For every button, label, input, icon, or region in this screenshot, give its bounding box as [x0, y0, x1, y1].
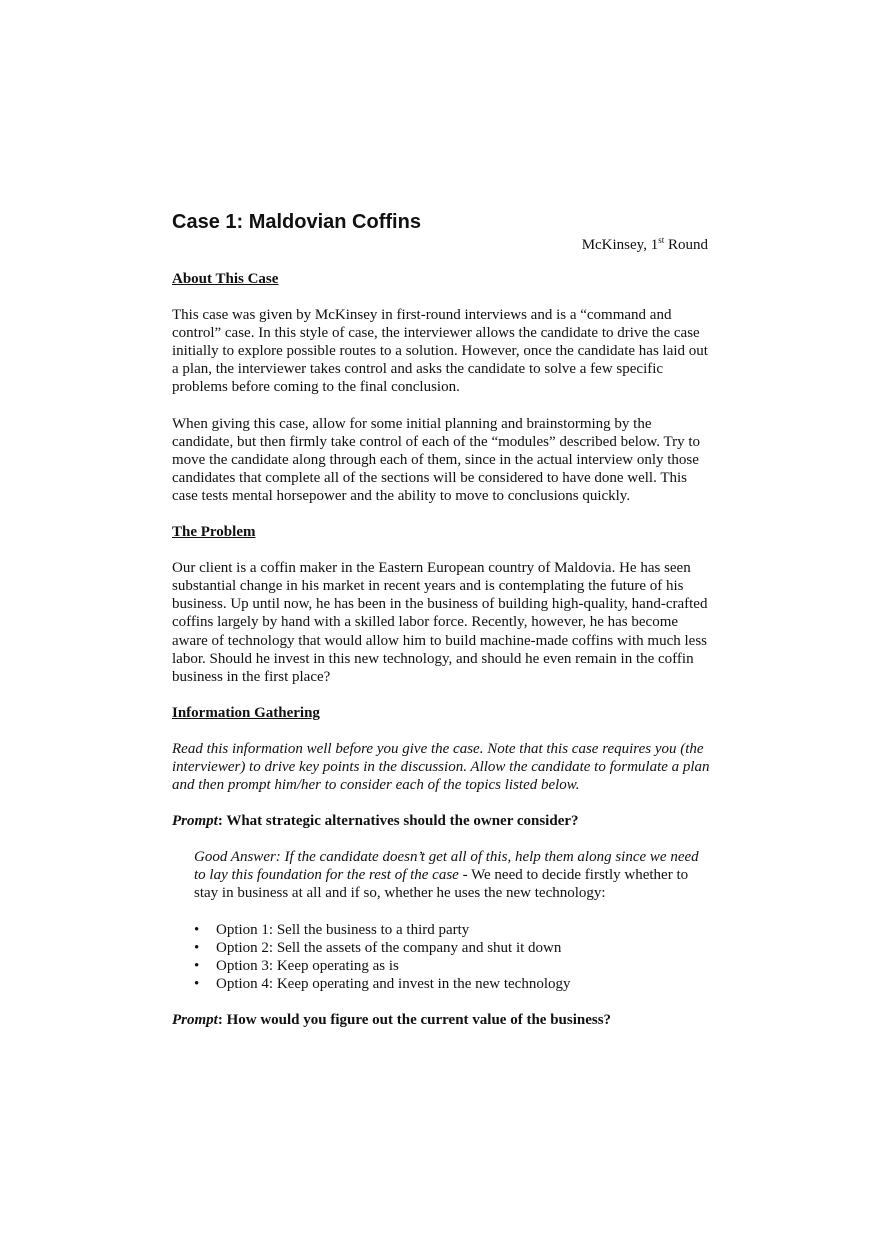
case-source-firm: McKinsey, 1 — [581, 237, 659, 253]
prompt-question: : How would you figure out the current value of the business? — [217, 1011, 612, 1028]
bullet-icon: • — [194, 957, 200, 974]
options-list — [194, 921, 712, 993]
good-answer — [194, 848, 712, 902]
prompt-label: Prompt — [172, 813, 218, 830]
info-intro: Read this information well before you give the case. Note that this case requires you (the interviewer) to drive key points in the discussion. Allow the candidate to formulate a plan and then prompt him/her to consider each of the topics listed below. — [172, 740, 710, 794]
problem-heading: The Problem — [172, 524, 256, 541]
case-source-round: Round — [664, 237, 708, 253]
option-text: Option 2: Sell the assets of the company and shut it down — [216, 939, 562, 956]
about-paragraph-1: This case was given by McKinsey in first-round interviews and is a “command and control” case. In this style of case, the interviewer allows the candidate to drive the case initially to explore possible routes to a solution. However, once the candidate has laid out a plan, the interviewer takes control and asks the candidate to solve a few specific problems before coming to the final conclusion. — [172, 307, 708, 396]
bullet-icon: • — [194, 975, 200, 992]
list-item — [194, 975, 712, 993]
bullet-icon: • — [194, 921, 200, 938]
option-text: Option 4: Keep operating and invest in the new technology — [216, 975, 571, 992]
list-item — [194, 939, 712, 957]
case-source — [582, 235, 708, 255]
about-heading: About This Case — [172, 271, 279, 287]
list-item — [194, 921, 712, 939]
info-heading: Information Gathering — [172, 704, 320, 721]
prompt-label: Prompt — [172, 1011, 218, 1028]
case-title: Case 1: Maldovian Coffins — [172, 211, 421, 233]
bullet-icon: • — [194, 939, 200, 956]
good-answer-text: - We need to decide firstly whether to stay in business at all and if so, whether he uses the new technology: — [194, 867, 689, 902]
prompt-question: : What strategic alternatives should the owner consider? — [217, 813, 579, 830]
prompt-strategic-alternatives — [172, 812, 712, 830]
option-text: Option 1: Sell the business to a third party — [216, 921, 470, 938]
case-source-ordinal: st — [658, 235, 665, 245]
document-body — [172, 270, 712, 1047]
about-paragraph-2: When giving this case, allow for some initial planning and brainstorming by the candidate, but then firmly take control of each of the “modules” described below. Try to move the candidate along through each of them, since in the actual interview only those candidates that complete all of the sections will be considered to have done well. This case tests mental horsepower and the ability to move to conclusions quickly. — [172, 415, 701, 504]
good-answer-note: Good Answer: If the candidate doesn’t get all of this, help them along since we need to lay this foundation for the rest of the case — [194, 849, 699, 884]
option-text: Option 3: Keep operating as is — [216, 957, 399, 974]
problem-paragraph: Our client is a coffin maker in the Eastern European country of Maldovia. He has seen substantial change in his market in recent years and is contemplating the future of his business. Up until now, he has been in the business of building high-quality, hand-crafted coffins largely by hand with a skilled labor force. Recently, however, he has become aware of technology that would allow him to build machine-made coffins with much less labor. Should he invest in this new technology, and should he even remain in the coffin business in the first place? — [172, 560, 708, 685]
prompt-business-value — [172, 1011, 712, 1029]
list-item — [194, 957, 712, 975]
